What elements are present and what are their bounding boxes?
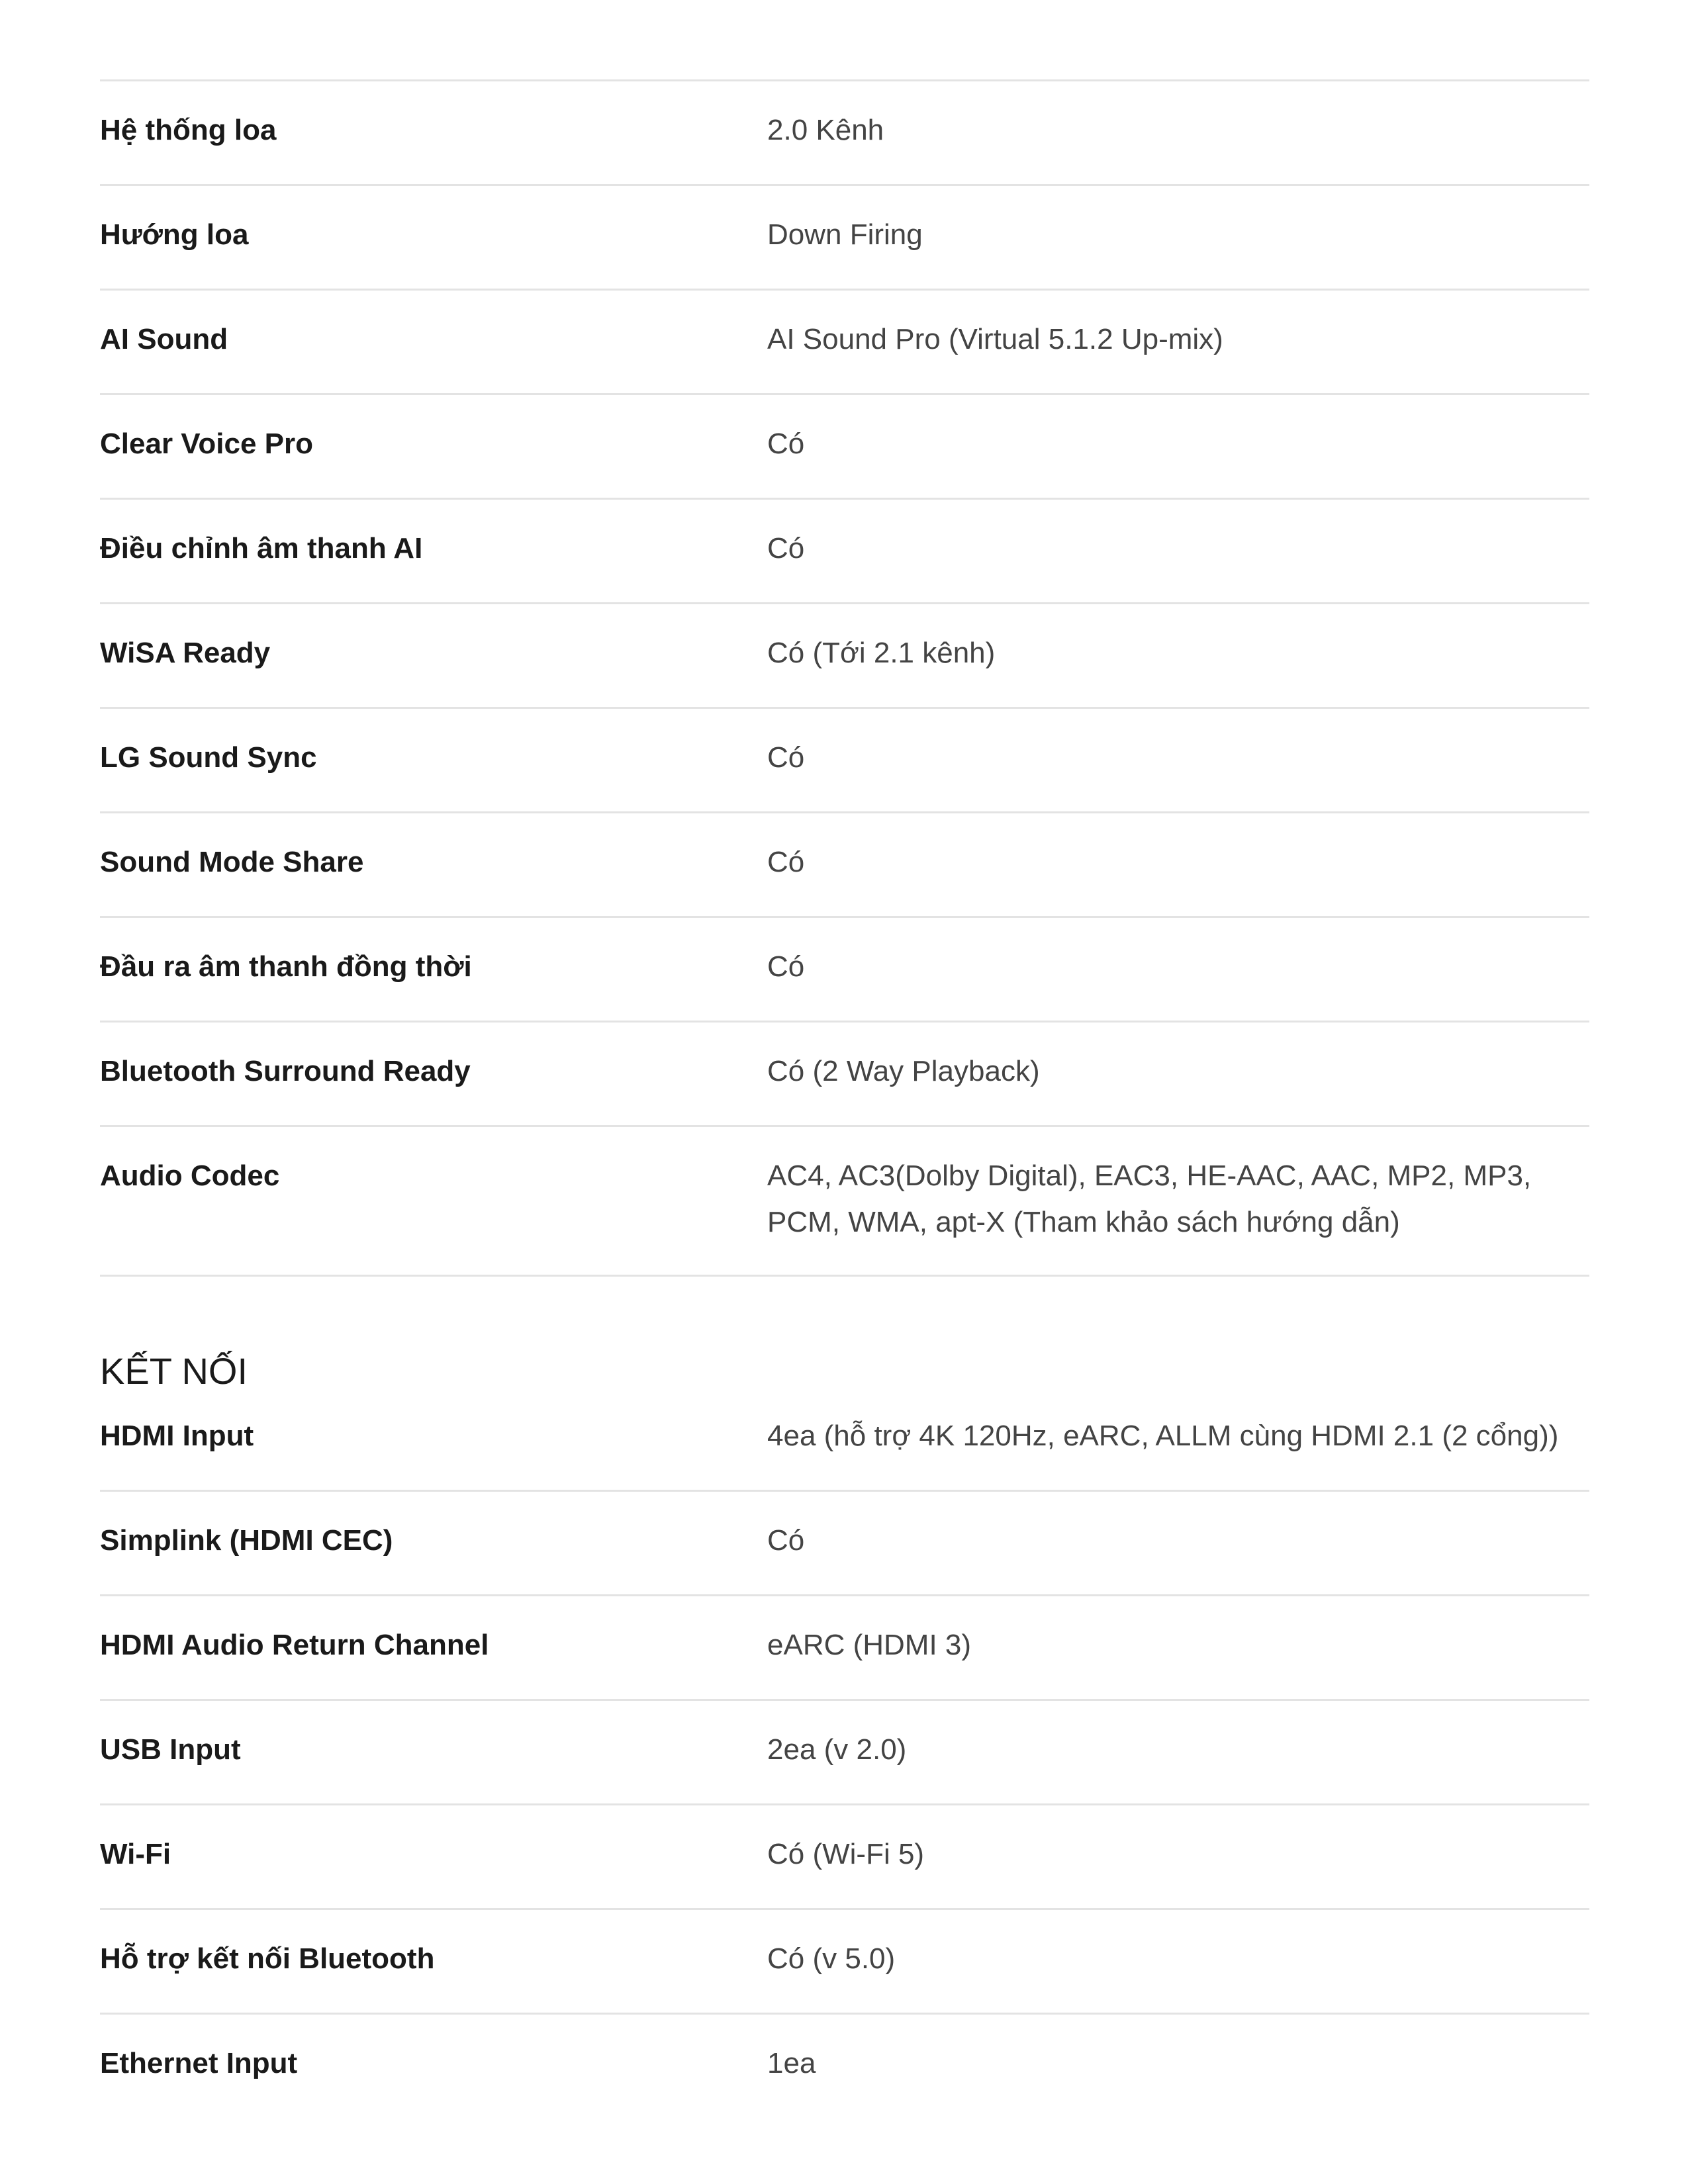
spec-label: Điều chỉnh âm thanh AI — [100, 532, 423, 565]
spec-value: Có (Wi-Fi 5) — [767, 1838, 925, 1870]
spec-page — [100, 79, 1589, 2117]
spec-row-sound-mode-share — [100, 813, 1589, 918]
spec-label: Đầu ra âm thanh đồng thời — [100, 950, 472, 983]
spec-value: 2ea (v 2.0) — [767, 1733, 907, 1766]
spec-value: Có — [767, 950, 805, 983]
spec-row-bluetooth-surround — [100, 1023, 1589, 1127]
spec-label: AI Sound — [100, 323, 228, 355]
spec-row-lg-sound-sync — [100, 709, 1589, 813]
spec-value: AC4, AC3(Dolby Digital), EAC3, HE-AAC, AAC, MP2, MP3, PCM, WMA, apt-X (Tham khảo sách hướng dẫn) — [767, 1160, 1532, 1238]
spec-row-clear-voice-pro — [100, 395, 1589, 500]
section-title-connectivity: KẾT NỐI — [100, 1350, 248, 1392]
spec-label: LG Sound Sync — [100, 741, 317, 774]
spec-label: Hỗ trợ kết nối Bluetooth — [100, 1942, 435, 1975]
spec-row-audio-codec — [100, 1127, 1589, 1277]
spec-value: Down Firing — [767, 218, 923, 251]
spec-label: Clear Voice Pro — [100, 428, 313, 460]
spec-label: Ethernet Input — [100, 2047, 298, 2079]
spec-value: eARC (HDMI 3) — [767, 1629, 972, 1661]
spec-row-simultaneous-audio-output — [100, 918, 1589, 1023]
spec-value: Có — [767, 1524, 805, 1557]
spec-value: Có — [767, 741, 805, 774]
spec-value: 2.0 Kênh — [767, 114, 884, 146]
spec-value: Có — [767, 428, 805, 460]
spec-label: Wi-Fi — [100, 1838, 171, 1870]
spec-label: Audio Codec — [100, 1160, 280, 1192]
spec-row-ai-sound — [100, 291, 1589, 395]
spec-row-ai-sound-tuning — [100, 500, 1589, 604]
spec-label: Sound Mode Share — [100, 846, 364, 878]
spec-row-hdmi-input — [100, 1394, 1589, 1492]
spec-label: HDMI Input — [100, 1420, 254, 1452]
spec-row-speaker-system — [100, 81, 1589, 186]
spec-row-hdmi-arc — [100, 1596, 1589, 1701]
spec-row-simplink — [100, 1492, 1589, 1596]
spec-value: Có (v 5.0) — [767, 1942, 896, 1975]
spec-label: Hệ thống loa — [100, 114, 277, 146]
audio-spec-table — [100, 79, 1589, 1277]
spec-row-bluetooth — [100, 1910, 1589, 2015]
spec-value: Có — [767, 846, 805, 878]
spec-row-wifi — [100, 1805, 1589, 1910]
spec-value: 4ea (hỗ trợ 4K 120Hz, eARC, ALLM cùng HDMI 2.1 (2 cổng)) — [767, 1420, 1559, 1452]
spec-label: USB Input — [100, 1733, 241, 1766]
spec-row-ethernet-input — [100, 2015, 1589, 2117]
spec-value: AI Sound Pro (Virtual 5.1.2 Up-mix) — [767, 323, 1223, 355]
spec-label: HDMI Audio Return Channel — [100, 1629, 489, 1661]
spec-value: Có — [767, 532, 805, 565]
spec-value: Có (2 Way Playback) — [767, 1055, 1040, 1087]
spec-value: Có (Tới 2.1 kênh) — [767, 637, 996, 669]
spec-value: 1ea — [767, 2047, 816, 2079]
spec-row-wisa-ready — [100, 604, 1589, 709]
spec-label: Hướng loa — [100, 218, 249, 251]
spec-row-speaker-direction — [100, 186, 1589, 291]
connectivity-spec-table — [100, 1394, 1589, 2117]
spec-row-usb-input — [100, 1701, 1589, 1805]
spec-label: Bluetooth Surround Ready — [100, 1055, 471, 1087]
spec-label: WiSA Ready — [100, 637, 271, 669]
spec-label: Simplink (HDMI CEC) — [100, 1524, 393, 1557]
